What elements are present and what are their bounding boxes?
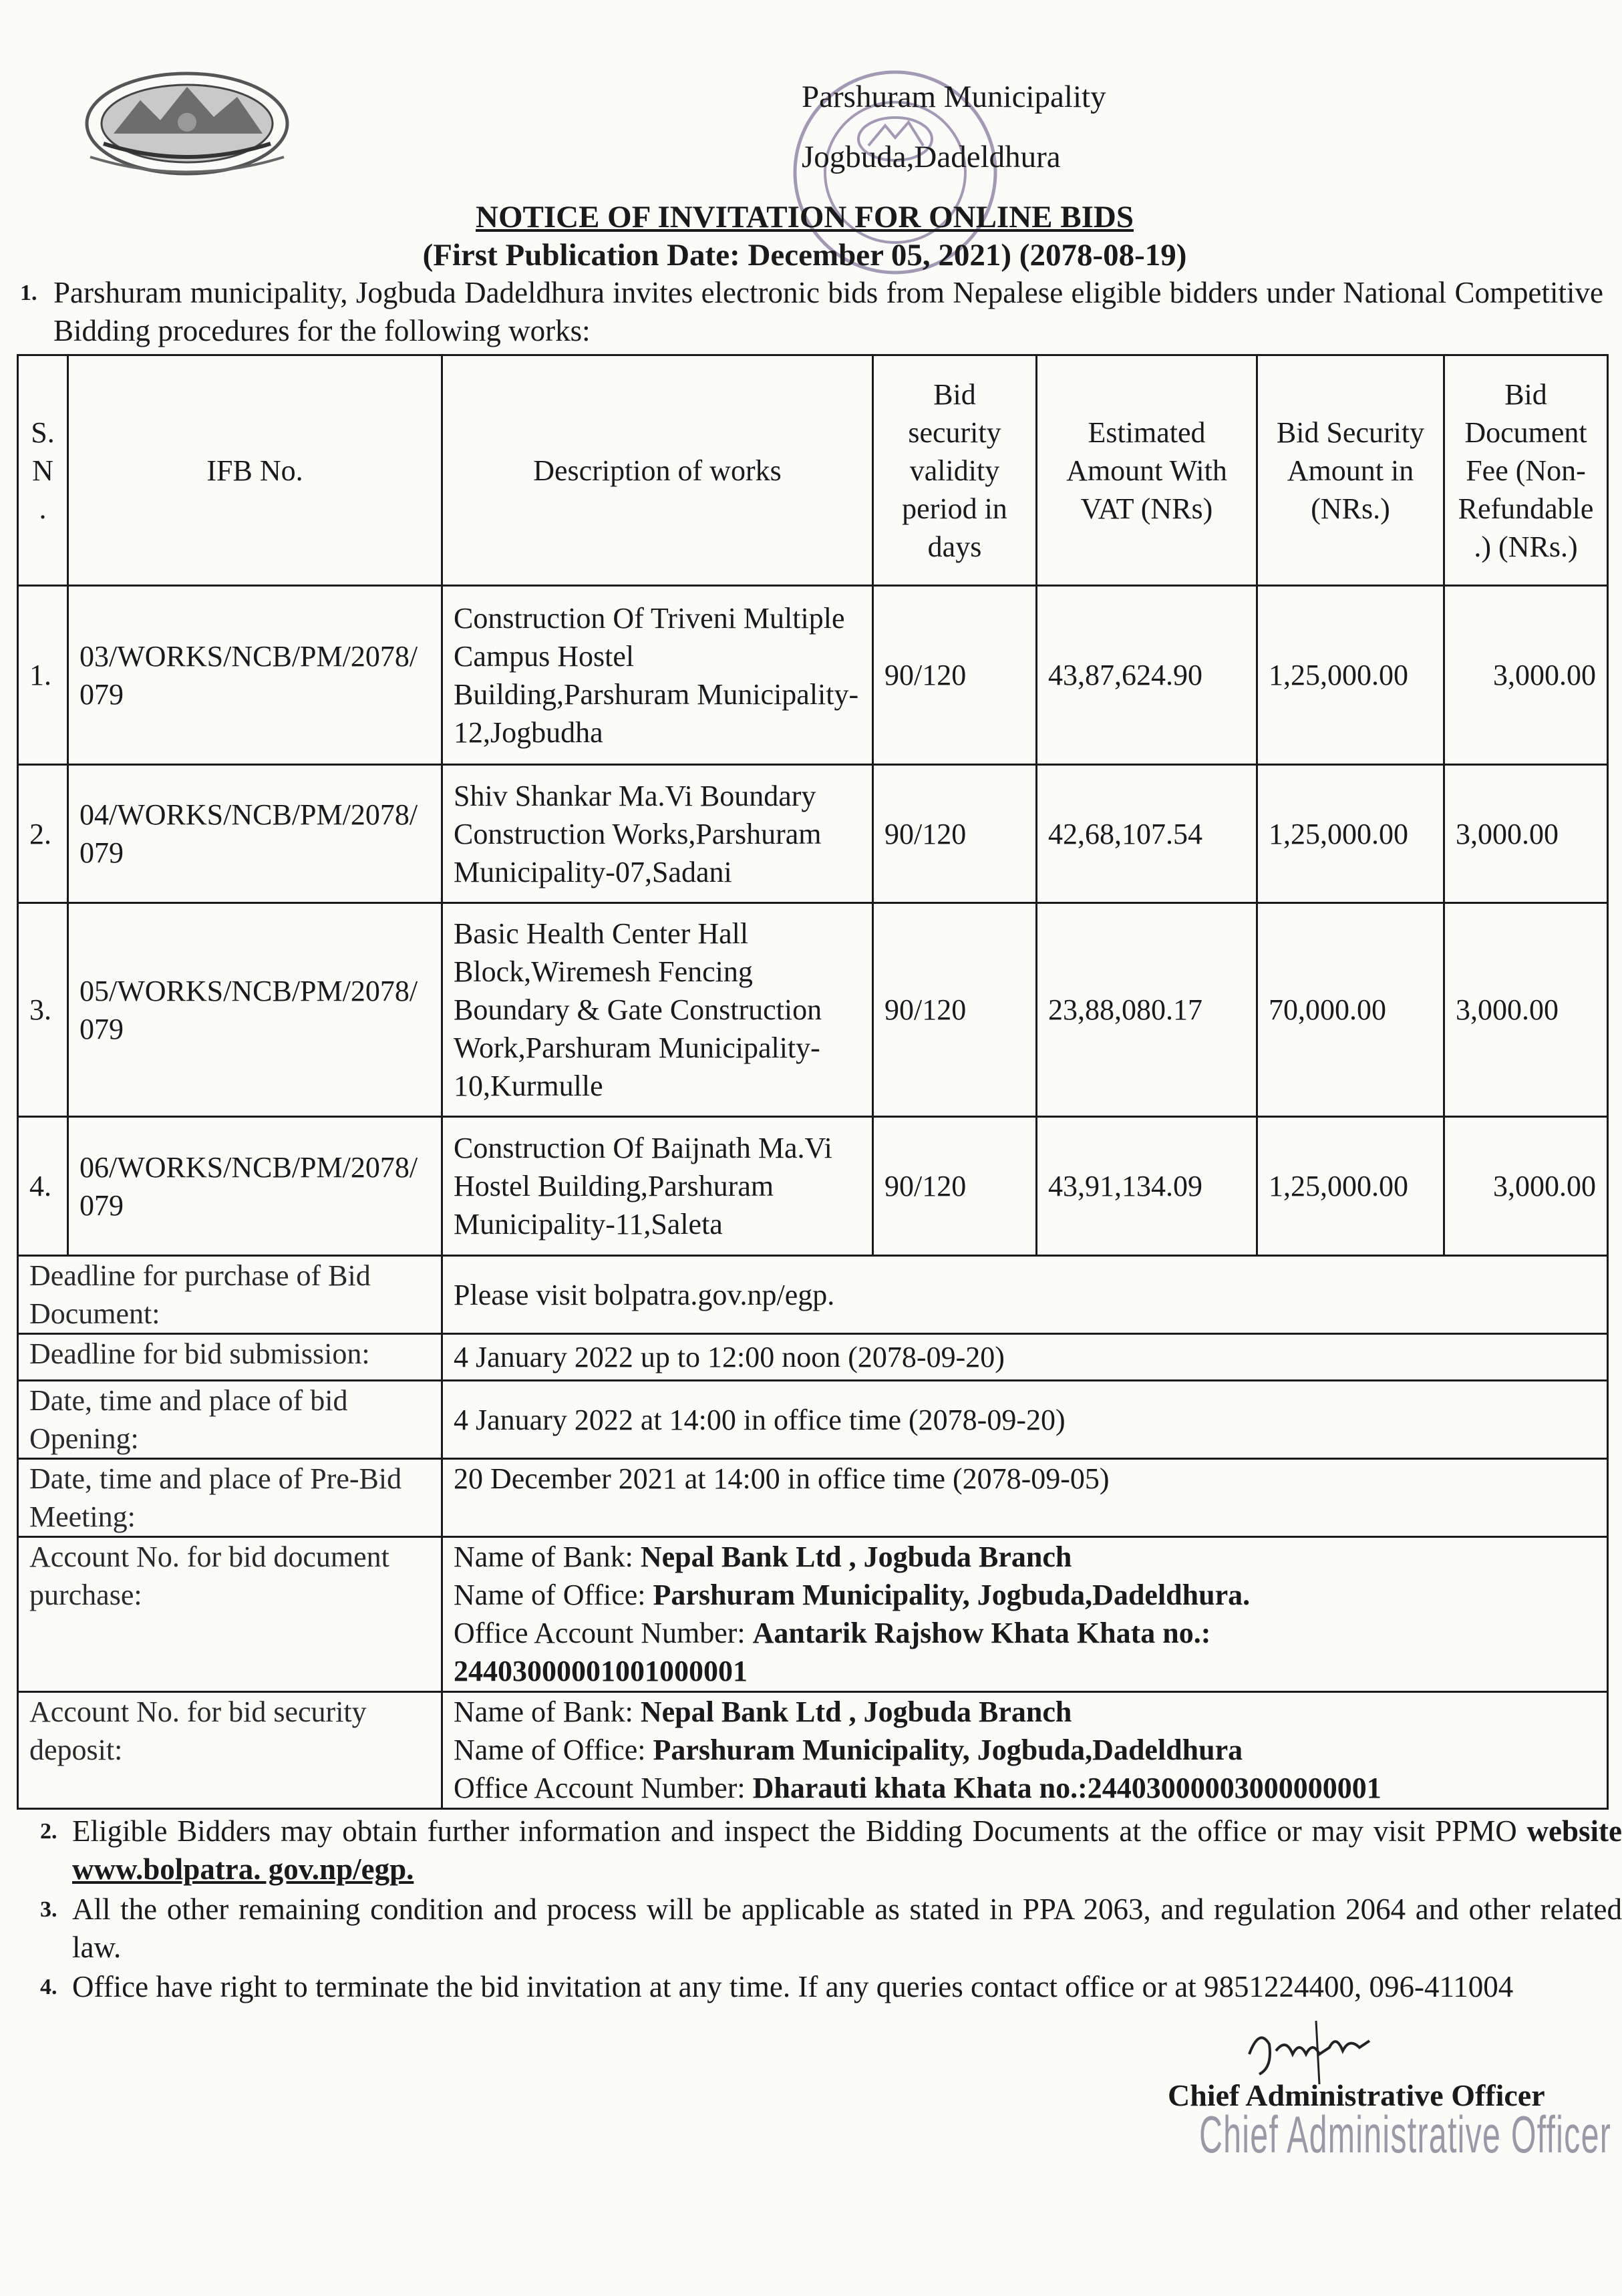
cell-sn: 1. bbox=[18, 586, 68, 765]
cell-description: Basic Health Center Hall Block,Wiremesh Fencing Boundary & Gate Construction Work,Parshuram Municipality-10,Kurmulle bbox=[442, 903, 873, 1117]
account2-details bbox=[442, 1692, 1608, 1809]
cell-security: 1,25,000.00 bbox=[1257, 765, 1444, 903]
cell-security: 70,000.00 bbox=[1257, 903, 1444, 1117]
office-location: Jogbuda,Dadeldhura bbox=[802, 140, 1061, 174]
info-row-account-security bbox=[18, 1692, 1608, 1809]
header-sn: S. N . bbox=[18, 355, 68, 586]
table-header-row bbox=[18, 355, 1608, 586]
header-description: Description of works bbox=[442, 355, 873, 586]
intro-text: Parshuram municipality, Jogbuda Dadeldhura invites electronic bids from Nepalese eligible bidders under National Competitive Bidding procedures for the following works: bbox=[53, 276, 1603, 347]
cell-estimate: 42,68,107.54 bbox=[1037, 765, 1257, 903]
cell-ifb: 03/WORKS/NCB/PM/2078/079 bbox=[68, 586, 442, 765]
account1-office: Parshuram Municipality, Jogbuda,Dadeldhura. bbox=[653, 1579, 1251, 1611]
cell-validity: 90/120 bbox=[873, 765, 1037, 903]
account2-acct-label: Office Account Number: bbox=[454, 1772, 746, 1804]
note-number: 2. bbox=[40, 1819, 57, 1844]
account1-details bbox=[442, 1537, 1608, 1692]
note-number: 3. bbox=[40, 1897, 57, 1922]
account1-acct: Aantarik Rajshow Khata Khata no.: 24403000001001000001 bbox=[454, 1617, 1211, 1687]
account2-bank-label: Name of Bank: bbox=[454, 1695, 633, 1728]
note-text: All the other remaining condition and process will be applicable as stated in PPA 2063, and regulation 2064 and other related law. bbox=[72, 1893, 1622, 1964]
account1-label: Account No. for bid document purchase: bbox=[18, 1537, 442, 1692]
table-row bbox=[18, 1117, 1608, 1256]
header-ifb: IFB No. bbox=[68, 355, 442, 586]
cell-security: 1,25,000.00 bbox=[1257, 1117, 1444, 1256]
cell-ifb: 06/WORKS/NCB/PM/2078/079 bbox=[68, 1117, 442, 1256]
cell-fee: 3,000.00 bbox=[1444, 586, 1608, 765]
emblem-logo bbox=[77, 63, 297, 180]
cell-description: Construction Of Baijnath Ma.Vi Hostel Building,Parshuram Municipality-11,Saleta bbox=[442, 1117, 873, 1256]
cell-fee: 3,000.00 bbox=[1444, 903, 1608, 1117]
header-fee: Bid Document Fee (Non-Refundable .) (NRs.) bbox=[1444, 355, 1608, 586]
cell-sn: 2. bbox=[18, 765, 68, 903]
cell-sn: 3. bbox=[18, 903, 68, 1117]
opening-label: Date, time and place of bid Opening: bbox=[18, 1381, 442, 1459]
header-security: Bid Security Amount in (NRs.) bbox=[1257, 355, 1444, 586]
note-2-bold: website bbox=[1526, 1814, 1622, 1848]
note-2-text: Eligible Bidders may obtain further information and inspect the Bidding Documents at the office or may visit PPMO bbox=[72, 1814, 1527, 1848]
cell-fee: 3,000.00 bbox=[1444, 765, 1608, 903]
cell-estimate: 43,91,134.09 bbox=[1037, 1117, 1257, 1256]
table-row bbox=[18, 903, 1608, 1117]
publication-date: (First Publication Date: December 05, 2021) (2078-08-19) bbox=[422, 238, 1187, 273]
handwritten-signature bbox=[1236, 2014, 1396, 2088]
purchase-deadline-label: Deadline for purchase of Bid Document: bbox=[18, 1256, 442, 1334]
info-row-account-purchase bbox=[18, 1537, 1608, 1692]
submission-label: Deadline for bid submission: bbox=[18, 1334, 442, 1381]
info-row-purchase-deadline bbox=[18, 1256, 1608, 1334]
info-row-opening bbox=[18, 1381, 1608, 1459]
account1-acct-label: Office Account Number: bbox=[454, 1617, 746, 1649]
note-text: Office have right to terminate the bid invitation at any time. If any queries contact office or at 9851224400, 096-411004 bbox=[72, 1970, 1514, 2003]
header-validity: Bid security validity period in days bbox=[873, 355, 1037, 586]
table-row bbox=[18, 765, 1608, 903]
note-text bbox=[72, 1812, 1622, 1889]
cell-sn: 4. bbox=[18, 1117, 68, 1256]
account2-acct: Dharauti khata Khata no.:24403000003000000001 bbox=[752, 1772, 1382, 1804]
cell-validity: 90/120 bbox=[873, 586, 1037, 765]
account2-label: Account No. for bid security deposit: bbox=[18, 1692, 442, 1809]
notice-title: NOTICE OF INVITATION FOR ONLINE BIDS bbox=[476, 200, 1134, 234]
intro-number: 1. bbox=[20, 281, 37, 305]
account2-office-label: Name of Office: bbox=[454, 1734, 646, 1766]
bids-table bbox=[17, 354, 1609, 1810]
prebid-value: 20 December 2021 at 14:00 in office time (2078-09-05) bbox=[442, 1459, 1608, 1537]
submission-value: 4 January 2022 up to 12:00 noon (2078-09-20) bbox=[442, 1334, 1608, 1381]
cell-fee: 3,000.00 bbox=[1444, 1117, 1608, 1256]
office-name: Parshuram Municipality bbox=[802, 79, 1106, 114]
note-number: 4. bbox=[40, 1975, 57, 1999]
account2-office: Parshuram Municipality, Jogbuda,Dadeldhura bbox=[653, 1734, 1243, 1766]
account1-bank: Nepal Bank Ltd , Jogbuda Branch bbox=[640, 1540, 1072, 1573]
purchase-deadline-value: Please visit bolpatra.gov.np/egp. bbox=[442, 1256, 1608, 1334]
cell-validity: 90/120 bbox=[873, 1117, 1037, 1256]
account2-bank: Nepal Bank Ltd , Jogbuda Branch bbox=[640, 1695, 1072, 1728]
account1-office-label: Name of Office: bbox=[454, 1579, 646, 1611]
bolpatra-link[interactable]: www.bolpatra. gov.np/egp. bbox=[72, 1852, 414, 1886]
cell-ifb: 04/WORKS/NCB/PM/2078/079 bbox=[68, 765, 442, 903]
prebid-label: Date, time and place of Pre-Bid Meeting: bbox=[18, 1459, 442, 1537]
account1-bank-label: Name of Bank: bbox=[454, 1540, 633, 1573]
cell-description: Construction Of Triveni Multiple Campus Hostel Building,Parshuram Municipality-12,Jogbudha bbox=[442, 586, 873, 765]
table-row bbox=[18, 586, 1608, 765]
cell-validity: 90/120 bbox=[873, 903, 1037, 1117]
cell-ifb: 05/WORKS/NCB/PM/2078/079 bbox=[68, 903, 442, 1117]
header-estimate: Estimated Amount With VAT (NRs) bbox=[1037, 355, 1257, 586]
info-row-submission bbox=[18, 1334, 1608, 1381]
designation-stamp: Chief Administrative Officer bbox=[1199, 2105, 1612, 2164]
cell-description: Shiv Shankar Ma.Vi Boundary Construction Works,Parshuram Municipality-07,Sadani bbox=[442, 765, 873, 903]
cell-estimate: 23,88,080.17 bbox=[1037, 903, 1257, 1117]
info-row-prebid bbox=[18, 1459, 1608, 1537]
opening-value: 4 January 2022 at 14:00 in office time (2078-09-20) bbox=[442, 1381, 1608, 1459]
signatory-title: Chief Administrative Officer bbox=[1168, 2078, 1545, 2112]
cell-estimate: 43,87,624.90 bbox=[1037, 586, 1257, 765]
cell-security: 1,25,000.00 bbox=[1257, 586, 1444, 765]
